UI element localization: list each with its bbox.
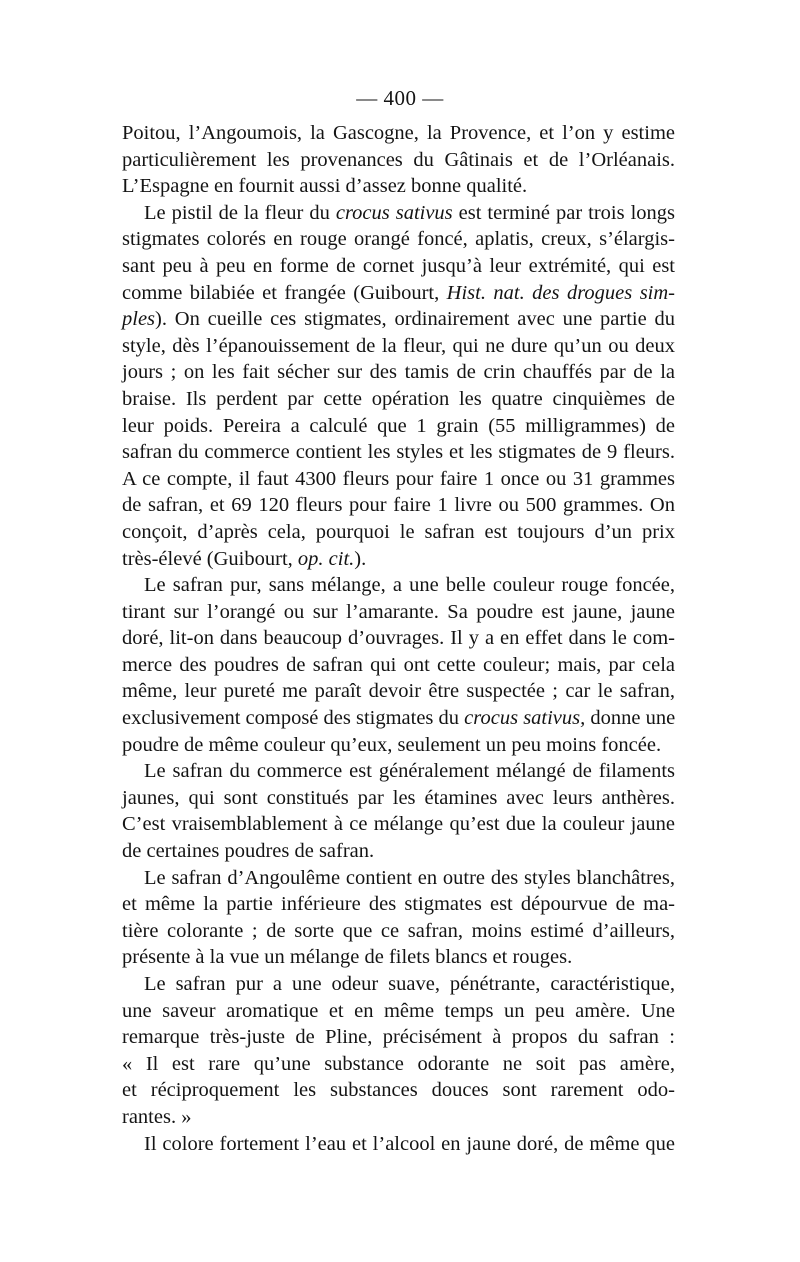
- text-line: Le safran d’Angoulême contient en outre des styles blanchâtres,: [144, 866, 675, 889]
- text-line: sant peu à peu en forme de cornet jusqu’à leur extrémité, qui est: [122, 254, 675, 277]
- text-line: Le safran pur a une odeur suave, pénétrante, caractéristique,: [144, 973, 675, 995]
- text-line: une saveur aromatique et en même temps un peu amère. Une: [122, 999, 675, 1022]
- text-line: de safran, et 69 120 fleurs pour faire 1 livre ou 500 grammes. On: [122, 494, 675, 517]
- text-line: jaunes, qui sont constitués par les étamines avec leurs anthères.: [122, 786, 675, 809]
- text-line: ples). On cueille ces stigmates, ordinairement avec une partie du: [122, 308, 675, 331]
- text-line: particulièrement les provenances du Gâtinais et de l’Orléanais.: [122, 148, 675, 171]
- text-line: L’Espagne en fournit aussi d’assez bonne qualité.: [122, 175, 528, 198]
- text-line: Il colore fortement l’eau et l’alcool en jaune doré, de même que: [144, 1132, 675, 1155]
- text-line: et même la partie inférieure des stigmates est dépourvue de ma-: [122, 893, 675, 916]
- text-line: C’est vraisemblablement à ce mélange qu’est due la couleur jaune: [122, 813, 675, 836]
- text-line: poudre de même couleur qu’eux, seulement un peu moins foncée.: [122, 733, 662, 756]
- text-line: doré, lit-on dans beaucoup d’ouvrages. Il y a en effet dans le com-: [122, 627, 675, 650]
- text-line: style, dès l’épanouissement de la fleur, qui ne dure qu’un ou deux: [122, 334, 675, 357]
- text-line: comme bilabiée et frangée (Guibourt, Hist. nat. des drogues sim-: [122, 281, 675, 304]
- italic-term: ples: [122, 308, 156, 331]
- text-line: Le pistil de la fleur du crocus sativus est terminé par trois longs: [144, 201, 675, 224]
- text-line: Le safran du commerce est généralement mélangé de filaments: [144, 760, 675, 783]
- text-line: remarque très-juste de Pline, précisément à propos du safran :: [122, 1026, 675, 1049]
- text-line: Le safran pur, sans mélange, a une belle couleur rouge foncée,: [144, 574, 675, 597]
- text-line: Poitou, l’Angoumois, la Gascogne, la Provence, et l’on y estime: [122, 122, 675, 144]
- text-line: exclusivement composé des stigmates du crocus sativus, donne une: [122, 707, 676, 730]
- text-line: A ce compte, il faut 4300 fleurs pour faire 1 once ou 31 grammes: [122, 467, 675, 490]
- body-text: [122, 120, 675, 1157]
- text-line: conçoit, d’après cela, pourquoi le safran est toujours d’un prix: [122, 520, 675, 543]
- italic-term: crocus sativus,: [464, 707, 586, 730]
- text-line: braise. Ils perdent par cette opération les quatre cinquièmes de: [122, 387, 675, 410]
- text-line: rantes. »: [122, 1105, 192, 1128]
- text-line: merce des poudres de safran qui ont cette couleur; mais, par cela: [122, 653, 675, 676]
- text-line: très-élevé (Guibourt, op. cit.).: [122, 547, 367, 570]
- text-line: et réciproquement les substances douces sont rarement odo-: [122, 1079, 675, 1102]
- text-line: tirant sur l’orangé ou sur l’amarante. Sa poudre est jaune, jaune: [122, 600, 675, 623]
- page-number: — 400 —: [356, 86, 444, 110]
- italic-term: op. cit.: [297, 547, 355, 570]
- text-line: « Il est rare qu’une substance odorante ne soit pas amère,: [122, 1052, 675, 1075]
- italic-term: Hist. nat. des drogues sim-: [446, 281, 675, 304]
- text-line: présente à la vue un mélange de filets blancs et rouges.: [122, 946, 573, 969]
- text-line: tière colorante ; de sorte que ce safran, moins estimé d’ailleurs,: [122, 919, 675, 942]
- text-line: même, leur pureté me paraît devoir être suspectée ; car le safran,: [122, 680, 675, 703]
- italic-term: crocus sativus: [335, 201, 453, 224]
- text-line: de certaines poudres de safran.: [122, 840, 375, 863]
- text-line: leur poids. Pereira a calculé que 1 grain (55 milligrammes) de: [122, 414, 675, 437]
- text-line: jours ; on les fait sécher sur des tamis de crin chauffés par de la: [122, 361, 675, 384]
- text-line: safran du commerce contient les styles et les stigmates de 9 fleurs.: [122, 441, 675, 464]
- text-line: stigmates colorés en rouge orangé foncé, aplatis, creux, s’élargis-: [122, 228, 675, 251]
